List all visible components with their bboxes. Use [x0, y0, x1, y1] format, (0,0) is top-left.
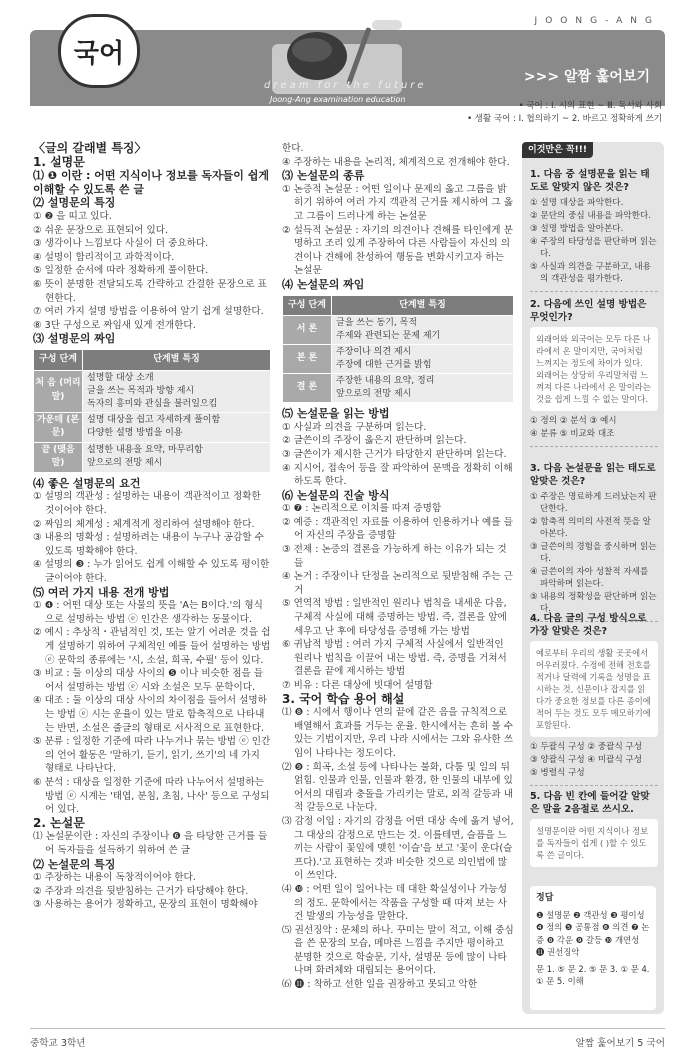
item: ⑹ ⓫ : 착하고 선한 일을 권장하고 못되고 악한 — [282, 979, 478, 991]
table-row — [34, 370, 271, 412]
item: ③ 내용의 명확성 : 설명하려는 내용이 누구나 공감할 수 있도록 명확해야 한다. — [33, 532, 264, 557]
item: ① 논증적 논설문 : 어떤 일이나 문제의 옳고 그름을 밝히기 위하여 여러 가지 객관적 근거를 제시하여 그 옳고 그름이 드러나게 하는 논설문 — [282, 183, 514, 222]
item: ⑤ 연역적 방법 : 일반적인 원리나 법칙을 내세운 다음, 구체적 사실에 대해 증명하는 방법. 즉, 결론을 앞에 세우고 난 후에 타당성을 증명해 가는 방법 — [282, 598, 507, 637]
item: ⑹ 논설문의 진술 방식 — [282, 488, 390, 502]
question-3 — [530, 462, 658, 622]
item: ⑴ ❽ : 시에서 행이나 연의 끝에 같은 음을 규칙적으로 배열해서 효과를 거두는 운율. 한시에서는 흔히 볼 수 있는 기법이지만, 우리 나라 시에서는 그와 유사한 쓰임이 나타나는 정도이다. — [282, 707, 514, 759]
divider — [530, 785, 658, 786]
answer-line: 문 1. ⑤ 문 2. ⑤ 문 3. ① 문 4. ① 문 5. 이해 — [536, 963, 650, 986]
option: ④ 주장의 타당성을 판단하며 읽는다. — [530, 237, 657, 259]
table-header: 단계별 특징 — [332, 295, 514, 316]
stage-cell: 본 론 — [283, 345, 332, 374]
item: ⑧ 3단 구성으로 짜임새 있게 전개한다. — [33, 319, 196, 331]
question-title: 3. 다음 논설문을 읽는 태도로 알맞은 것은? — [530, 463, 656, 487]
stage-cell: 서 론 — [283, 316, 332, 345]
option: ④ 글쓴이의 자아 성찰적 자세를 파악하며 읽는다. — [530, 567, 649, 589]
option: ③ 글쓴이의 경험을 중시하며 읽는다. — [530, 542, 657, 564]
section-title: >>> 알짬 훑어보기 — [523, 69, 650, 85]
item: ⑵ ❾ : 희곡, 소설 등에 나타나는 불화, 다툼 및 일의 뒤얽힘. 인물과 인물, 인물과 환경, 한 인물의 내부에 있어서의 대립과 충돌을 가리키는 말로, 외적 갈등과 내적 갈등으로 나눈다. — [282, 761, 514, 814]
item: ② 쉬운 문장으로 표현되어 있다. — [33, 224, 169, 236]
item: ⑶ 감정 이입 : 자기의 감정을 어떤 대상 속에 옮겨 넣어, 그 대상의 감정으로 만드는 것. 이를테면, 슬픔을 느끼는 사람이 꽃잎에 맺힌 '이슬'을 보고 '꽃이 운다(슬프다).'고 표현하는 것과 비슷한 것으로 의인법에 많이 쓰인다. — [282, 815, 514, 882]
item: ⑷ 논설문의 짜임 — [282, 277, 365, 291]
structure-table — [282, 295, 514, 404]
question-4 — [530, 612, 658, 786]
table-row — [34, 442, 271, 472]
item: ① 주장하는 내용이 독창적이어야 한다. — [33, 872, 196, 884]
item: ⑸ 논설문을 읽는 방법 — [282, 407, 390, 421]
table-header: 단계별 특징 — [83, 349, 271, 370]
table-row — [283, 345, 514, 374]
item: ① 사실과 의견을 구분하며 읽는다. — [282, 421, 427, 433]
option: ① 설명 대상을 파악한다. — [530, 198, 624, 208]
syllabus-line: • 생활 국어 : Ⅰ. 협의하기 ~ 2. 바르고 정확하게 쓰기 — [467, 114, 662, 124]
question-title: 1. 다음 중 설명문을 읽는 태도로 알맞지 않은 것은? — [530, 169, 650, 193]
item: ④ 논거 : 주장이나 단정을 논리적으로 뒷받침해 주는 근거 — [282, 571, 513, 596]
option: ③ 설명 방법을 알아본다. — [530, 224, 624, 234]
structure-table — [33, 349, 271, 473]
feature-cell: 주장이나 의견 제시 주장에 대한 근거를 밝힘 — [332, 345, 514, 374]
answer-key — [530, 886, 656, 1010]
option: ② 문단의 중심 내용을 파악한다. — [530, 211, 651, 221]
section-heading: 2. 논설문 — [33, 815, 85, 830]
item: ⑤ 분류 : 일정한 기준에 따라 나누거나 묶는 방법 ⓔ 인간의 언어 활동은 '말하기, 듣기, 읽기, 쓰기'의 네 가지 형태로 나타난다. — [33, 736, 271, 775]
item: ④ 대조 : 둘 이상의 대상 사이의 차이점을 들어서 설명하는 방법 ⓔ 시는 운율이 있는 말로 함축적으로 나타내는 반면, 소설은 줄글의 형태로 서사적으로 표현한다. — [33, 695, 267, 734]
item: ② 짜임의 체계성 : 체계적게 정리하여 설명해야 한다. — [33, 518, 255, 530]
passage-box: 외래어와 외국어는 모두 다른 나라에서 온 말이지만, 국어처럼 느껴지는 정도에 차이가 있다. 외래어는 상당히 우리말처럼 느껴져 다른 나라에서 온 말이라는 것을 쉽게 느낄 수 없는 말이다. — [530, 327, 658, 411]
option: ④ 분류 ⑤ 비교와 대조 — [530, 429, 615, 439]
option: ⑤ 내용의 정확성을 판단하며 읽는다. — [530, 592, 657, 614]
option: ③ 양괄식 구성 ④ 미괄식 구성 — [530, 755, 643, 765]
item: ⑥ 귀납적 방법 : 여러 가지 구체적 사실에서 일반적인 원리나 법칙을 이끌어 내는 방법. 즉, 증명을 거쳐서 결론을 끝에 제시하는 방법 — [282, 639, 507, 678]
item: ④ 주장하는 내용을 논리적, 체계적으로 전개해야 한다. — [282, 156, 510, 168]
option: ⑤ 병렬식 구성 — [530, 768, 585, 778]
item: ⑵ 논설문의 특징 — [33, 857, 116, 871]
item: ⑸ 여러 가지 내용 전개 방법 — [33, 585, 170, 599]
answer-line: ❶ 설명문 ❷ 객관성 ❸ 평이성 ❹ 정의 ❺ 공통점 ❻ 의견 ❼ 논증 ❽ 각운 ❾ 갈등 ❿ 개연성 ⓫ 권선징악 — [536, 909, 650, 957]
item: ① ❼ : 논리적으로 이치를 따져 증명함 — [282, 503, 442, 515]
section-heading: 1. 설명문 — [33, 154, 85, 169]
item: ⑶ 설명문의 짜임 — [33, 332, 116, 346]
stage-cell: 가운데 (본문) — [34, 412, 83, 442]
item: ⑸ 권선징악 : 문체의 하나. 꾸미는 말이 적고, 이해 중심을 쓴 문장의 모습, 메마른 느낌을 주지만 평이하고 분명한 것으로 학술문, 기사, 설명문 등에 많이 나타나며 화려체와 대립되는 용어이다. — [282, 924, 514, 977]
item: ⑶ 논설문의 종류 — [282, 169, 365, 183]
question-5 — [530, 790, 658, 871]
subject-badge — [58, 14, 140, 88]
question-2 — [530, 298, 658, 447]
question-title: 2. 다음에 쓰인 설명 방법은 무엇인가? — [530, 299, 647, 323]
item: ③ 전제 : 논증의 결론을 가능하게 하는 이유가 되는 것들 — [282, 544, 507, 569]
table-row — [34, 412, 271, 442]
column-left — [33, 142, 271, 912]
item: ⑦ 여러 가지 설명 방법을 이용하여 알기 쉽게 설명한다. — [33, 306, 264, 318]
option: ⑤ 사실과 의견을 구분하고, 내용의 객관성을 평가한다. — [530, 262, 651, 284]
item: ④ 설명이 합리적이고 과학적이다. — [33, 251, 175, 263]
question-title: 5. 다음 빈 칸에 들어갈 알맞은 말을 2음절로 쓰시오. — [530, 791, 650, 815]
item: ⑷ ❿ : 어떤 일이 일어나는 데 대한 확실성이나 가능성의 정도. 문학에서는 작품을 구성할 때 따져 보는 사건 발생의 가능성을 말한다. — [282, 883, 507, 923]
item: ⑥ 분석 : 대상을 일정한 기준에 따라 나누어서 설명하는 방법 ⓔ 시계는 '태엽, 분침, 초침, 나사' 등으로 구성되어 있다. — [33, 776, 270, 816]
answer-title: 정답 — [536, 893, 554, 903]
item: ④ 지시어, 접속어 등을 잘 파악하여 문맥을 정확히 이해하도록 한다. — [282, 462, 513, 488]
question-1 — [530, 168, 658, 292]
item: ① 설명의 객관성 : 설명하는 내용이 객관적이고 정확한 것이어야 한다. — [33, 491, 261, 517]
table-row — [283, 316, 514, 345]
item: ③ 사용하는 용어가 정확하고, 문장의 표현이 명확해야 — [33, 899, 258, 911]
syllabus — [467, 100, 662, 126]
feature-cell: 글을 쓰는 동기, 목적 주제와 관련되는 문제 제기 — [332, 316, 514, 345]
item: ⑵ 설명문의 특징 — [33, 196, 116, 210]
brand-name: JOONG-ANG — [534, 16, 660, 26]
subject-label: 국어 — [73, 38, 125, 69]
item: ⑥ 뜻이 분명한 전달되도록 간략하고 간결한 문장으로 표현한다. — [33, 278, 267, 304]
item: ① ❹ : 어떤 대상 또는 사물의 뜻을 'A는 B이다.'의 형식으로 설명하는 방법 ⓔ 인간은 생각하는 동물이다. — [33, 600, 263, 625]
item: ③ 비교 : 둘 이상의 대상 사이의 ❺ 이나 비슷한 점을 들어서 설명하는 방법 ⓔ 시와 소설은 모두 문학이다. — [33, 668, 264, 693]
option: ② 함축적 의미의 사전적 뜻을 알아본다. — [530, 517, 651, 539]
item: ② 주장과 의견을 뒷받침하는 근거가 타당해야 한다. — [33, 885, 249, 897]
item: ② 예증 : 객관적인 자료를 이용하여 인용하거나 예를 들어 자신의 주장을 증명함 — [282, 516, 513, 542]
passage-box: 설명문이란 어떤 지식이나 정보를 독자들이 쉽게 ( )할 수 있도록 쓴 글이다. — [530, 819, 658, 867]
quiz-sidebar — [522, 142, 664, 1014]
feature-cell: 설명한 내용을 요약, 마무리함 앞으로의 전망 제시 — [83, 442, 271, 472]
option: ① 주장은 명료하게 드러났는지 판단한다. — [530, 492, 657, 514]
item: ② 설득적 논설문 : 자기의 의견이나 견해를 타인에게 분명하고 조리 있게 주장하여 다른 사람들이 자신의 의견이나 견해에 찬성하여 행동을 변화시키고자 하는 논설문 — [282, 224, 513, 277]
item: ⑤ 일정한 순서에 따라 정확하게 풀이한다. — [33, 265, 209, 277]
item: ⑷ 좋은 설명문의 요건 — [33, 476, 141, 490]
table-header: 구성 단계 — [283, 295, 332, 316]
publisher: Joong-Ang examination education — [270, 95, 406, 104]
sidebar-tag: 이것만은 꼭!!! — [522, 142, 593, 158]
section-heading: 3. 국어 학습 용어 해설 — [282, 691, 405, 706]
question-title: 4. 다음 글의 구성 방식으로 가장 알맞은 것은? — [530, 613, 647, 637]
feature-cell: 주장한 내용의 요약, 정리 앞으로의 전망 제시 — [332, 374, 514, 403]
table-header: 구성 단계 — [34, 349, 83, 370]
footer-page: 알짬 훑어보기 5 국어 — [575, 1038, 665, 1049]
tagline: dream for the future — [264, 80, 427, 91]
item: ③ 글쓴이가 제시한 근거가 타당한지 판단하며 읽는다. — [282, 448, 507, 460]
item: ④ 설명의 ❸ : 누가 읽어도 쉽게 이해할 수 있도록 평이한 글이어야 한다. — [33, 559, 270, 585]
stage-cell: 끝 (맺음말) — [34, 442, 83, 472]
content-title: 〈글의 갈래별 특징〉 — [33, 141, 147, 155]
option: ① 정의 ② 분석 ③ 예시 — [530, 416, 617, 426]
item: ⑴ ❶ 이란 : 어떤 지식이나 정보를 독자들이 쉽게 이해할 수 있도록 쓴 글 — [33, 169, 269, 196]
item: ⑴ 논설문이란 : 자신의 주장이나 ❻ 을 타당한 근거를 들어 독자들을 설득하기 위하여 쓴 글 — [33, 831, 268, 856]
footer-grade: 중학교 3학년 — [30, 1038, 86, 1049]
divider — [530, 446, 658, 447]
table-row — [283, 374, 514, 403]
item: 한다. — [282, 143, 304, 154]
item: ① ❷ 을 띠고 있다. — [33, 210, 112, 222]
stage-cell: 처 음 (머리말) — [34, 370, 83, 412]
item: ② 글쓴이의 주장이 옳은지 판단하며 읽는다. — [282, 435, 467, 447]
stage-cell: 결 론 — [283, 374, 332, 403]
item: ② 예시 : 추상적・관념적인 것, 또는 알기 어려운 것을 쉽게 설명하기 위하여 구체적인 예를 들어 설명하는 방법 ⓔ 문학의 종류에는 '시, 소설, 희곡, 수필' 등이 있다. — [33, 627, 271, 666]
page-footer — [30, 1028, 665, 1049]
divider — [530, 291, 658, 292]
passage-box: 예로부터 우리의 생활 곳곳에서 어우러졌다. 수정에 전해 전호를 적거나 달력에 기록을 성명을 표시하는 것, 신문이나 잡지를 읽다가 중요한 정보를 다른 종이에 적어 두는 것도 모두 메모하기에 포함된다. — [530, 641, 658, 737]
feature-cell: 설명 대상을 쉽고 자세하게 풀이함 다양한 설명 방법을 이용 — [83, 412, 271, 442]
item: ③ 생각이나 느낌보다 사실이 더 중요하다. — [33, 238, 209, 250]
feature-cell: 설명할 대상 소개 글을 쓰는 목적과 방향 제시 독자의 흥미와 관심을 불러일으킴 — [83, 370, 271, 412]
item: ⑦ 비유 : 다른 대상에 빗대어 설명함 — [282, 680, 433, 691]
syllabus-line: • 국어 : Ⅰ. 시의 표현 ~ Ⅲ. 독서와 사회 — [518, 101, 662, 111]
option: ① 두괄식 구성 ② 중괄식 구성 — [530, 742, 643, 752]
column-middle — [282, 142, 514, 992]
